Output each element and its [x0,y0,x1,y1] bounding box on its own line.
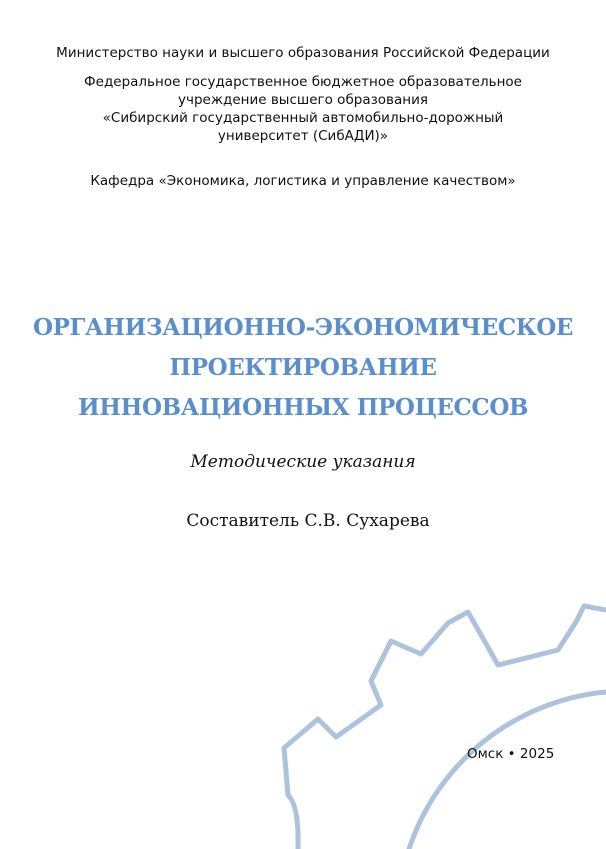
city-year: Омск • 2025 [467,746,555,762]
compiler-credit: Составитель С.В. Сухарева [186,511,430,531]
document-subtitle: Методические указания [190,452,416,472]
ministry-name: Министерство науки и высшего образования Российской Федерации [56,45,550,61]
institution-line: учреждение высшего образования [178,92,428,108]
department-name: Кафедра «Экономика, логистика и управление качеством» [90,173,516,189]
title-line: ОРГАНИЗАЦИОННО-ЭКОНОМИЧЕСКОЕ [32,314,574,341]
institution-line: «Сибирский государственный автомобильно-дорожный [102,110,504,126]
title-line: ИННОВАЦИОННЫХ ПРОЦЕССОВ [77,394,529,421]
title-line: ПРОЕКТИРОВАНИЕ [169,354,437,381]
institution-line: Федеральное государственное бюджетное образовательное [84,74,522,90]
document-title [0,308,606,428]
institution-name [0,73,606,145]
institution-line: университет (СибАДИ)» [217,128,389,144]
